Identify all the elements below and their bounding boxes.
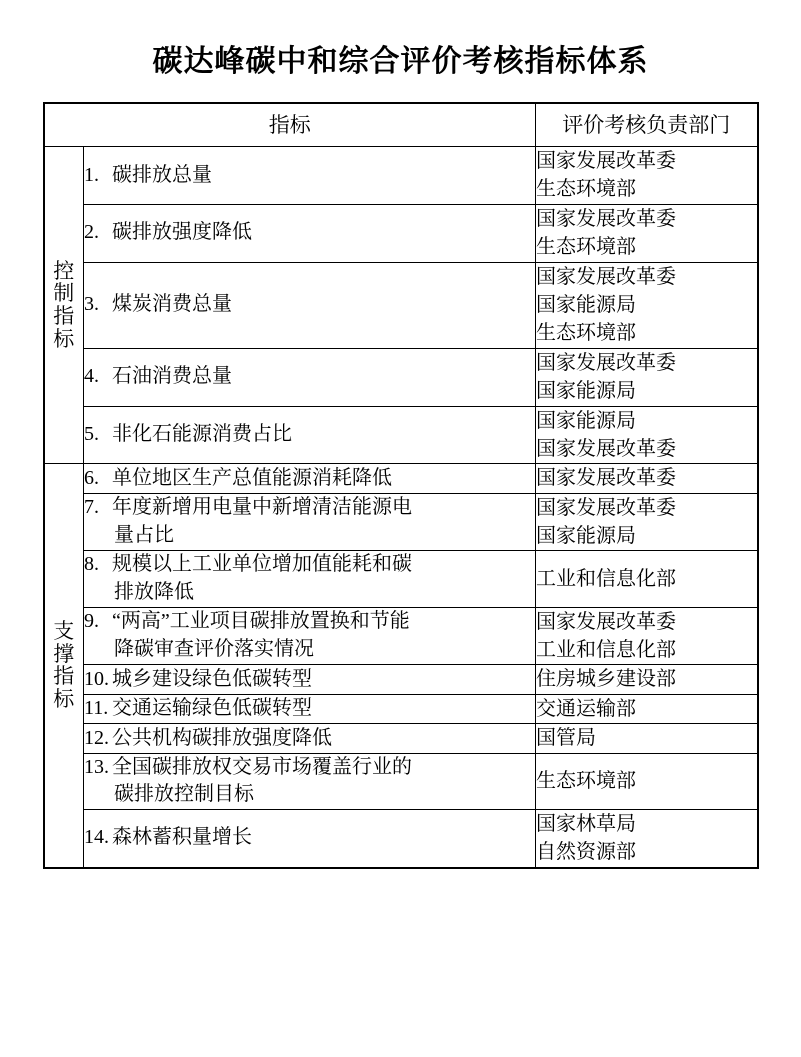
table-row <box>44 464 758 493</box>
department-cell <box>536 147 758 205</box>
indicator-cell <box>84 493 536 551</box>
table-row <box>44 809 758 867</box>
indicator-number: 14. <box>84 826 109 849</box>
table-row <box>44 607 758 665</box>
group-label-support <box>44 464 84 868</box>
indicator-text-line2: 碳排放控制目标 <box>114 783 254 806</box>
indicator-table-wrapper <box>43 102 759 869</box>
indicator-text: “两高”工业项目碳排放置换和节能 <box>112 610 410 633</box>
department-cell <box>536 204 758 262</box>
department-name: 国管局 <box>536 727 596 750</box>
indicator-text: 森林蓄积量增长 <box>112 826 252 849</box>
department-name: 生态环境部 <box>536 770 636 792</box>
indicator-cell <box>84 607 536 665</box>
department-name: 国家林草局 <box>536 812 636 835</box>
department-cell <box>536 406 758 464</box>
department-name: 工业和信息化部 <box>536 639 676 662</box>
department-cell <box>536 493 758 551</box>
indicator-text: 煤炭消费总量 <box>112 293 232 316</box>
table-header-row <box>44 103 758 147</box>
indicator-text: 全国碳排放权交易市场覆盖行业的 <box>112 755 412 778</box>
indicator-text: 城乡建设绿色低碳转型 <box>112 667 312 690</box>
department-cell <box>536 809 758 867</box>
indicator-cell <box>84 262 536 348</box>
department-name: 国家发展改革委 <box>536 467 676 490</box>
indicator-cell <box>84 464 536 493</box>
indicator-number: 3. <box>84 293 99 316</box>
department-name: 国家发展改革委 <box>536 207 676 230</box>
department-name: 国家能源局 <box>536 525 636 548</box>
table-row <box>44 493 758 551</box>
department-name: 国家发展改革委 <box>536 351 676 374</box>
indicator-text: 碳排放强度降低 <box>112 221 252 244</box>
indicator-text: 单位地区生产总值能源消耗降低 <box>112 466 392 489</box>
indicator-text: 交通运输绿色低碳转型 <box>112 697 312 720</box>
indicator-number: 9. <box>84 610 99 633</box>
indicator-text: 规模以上工业单位增加值能耗和碳 <box>112 553 412 576</box>
department-cell <box>536 694 758 723</box>
department-name: 工业和信息化部 <box>536 567 676 590</box>
department-name: 生态环境部 <box>536 236 636 259</box>
department-cell <box>536 464 758 493</box>
department-name: 生态环境部 <box>536 322 636 345</box>
indicator-number: 6. <box>84 466 99 489</box>
indicator-text-line2: 降碳审查评价落实情况 <box>114 638 314 661</box>
department-name: 国家能源局 <box>536 380 636 403</box>
department-cell <box>536 551 758 607</box>
department-name: 国家发展改革委 <box>536 437 676 460</box>
indicator-table <box>43 102 759 869</box>
department-cell <box>536 665 758 694</box>
page-title: 碳达峰碳中和综合评价考核指标体系 <box>152 45 649 78</box>
table-row <box>44 406 758 464</box>
document-page <box>0 36 801 1057</box>
indicator-cell <box>84 694 536 723</box>
header-indicator: 指标 <box>44 103 536 147</box>
table-row <box>44 694 758 723</box>
indicator-number: 10. <box>84 667 109 690</box>
indicator-number: 12. <box>84 726 109 749</box>
indicator-text: 石油消费总量 <box>112 365 232 388</box>
group-label-char: 控制指标 <box>53 258 75 351</box>
table-row <box>44 724 758 753</box>
table-row <box>44 262 758 348</box>
indicator-text-line2: 量占比 <box>114 524 174 547</box>
indicator-number: 2. <box>84 221 99 244</box>
department-cell <box>536 753 758 809</box>
group-label-char: 支撑指标 <box>53 619 75 712</box>
indicator-number: 7. <box>84 496 99 519</box>
indicator-number: 13. <box>84 755 109 778</box>
department-name: 交通运输部 <box>536 697 636 720</box>
indicator-cell <box>84 204 536 262</box>
department-name: 住房城乡建设部 <box>536 668 676 691</box>
table-row <box>44 348 758 406</box>
table-row <box>44 753 758 809</box>
indicator-cell <box>84 551 536 607</box>
indicator-number: 11. <box>84 697 109 720</box>
indicator-text: 非化石能源消费占比 <box>112 423 292 446</box>
header-department: 评价考核负责部门 <box>536 103 758 147</box>
department-cell <box>536 724 758 753</box>
table-row <box>44 147 758 205</box>
indicator-cell <box>84 348 536 406</box>
indicator-number: 1. <box>84 163 99 186</box>
indicator-cell <box>84 406 536 464</box>
department-name: 国家发展改革委 <box>536 150 676 172</box>
table-row <box>44 204 758 262</box>
department-cell <box>536 348 758 406</box>
department-name: 国家发展改革委 <box>536 496 676 519</box>
table-row <box>44 551 758 607</box>
indicator-cell <box>84 665 536 694</box>
group-label-control <box>44 147 84 464</box>
department-name: 国家发展改革委 <box>536 265 676 288</box>
indicator-text-line2: 排放降低 <box>114 581 194 604</box>
indicator-text: 公共机构碳排放强度降低 <box>112 726 332 749</box>
indicator-text: 年度新增用电量中新增清洁能源电 <box>112 496 412 519</box>
indicator-cell <box>84 753 536 809</box>
department-name: 国家能源局 <box>536 293 636 316</box>
indicator-cell <box>84 809 536 867</box>
department-name: 国家能源局 <box>536 409 636 432</box>
indicator-number: 8. <box>84 553 99 576</box>
department-cell <box>536 262 758 348</box>
table-row <box>44 665 758 694</box>
department-name: 生态环境部 <box>536 178 636 201</box>
indicator-cell <box>84 724 536 753</box>
indicator-number: 5. <box>84 423 99 446</box>
department-cell <box>536 607 758 665</box>
indicator-text: 碳排放总量 <box>112 163 212 186</box>
department-name: 自然资源部 <box>536 841 636 864</box>
department-name: 国家发展改革委 <box>536 610 676 633</box>
indicator-cell <box>84 147 536 205</box>
indicator-number: 4. <box>84 365 99 388</box>
